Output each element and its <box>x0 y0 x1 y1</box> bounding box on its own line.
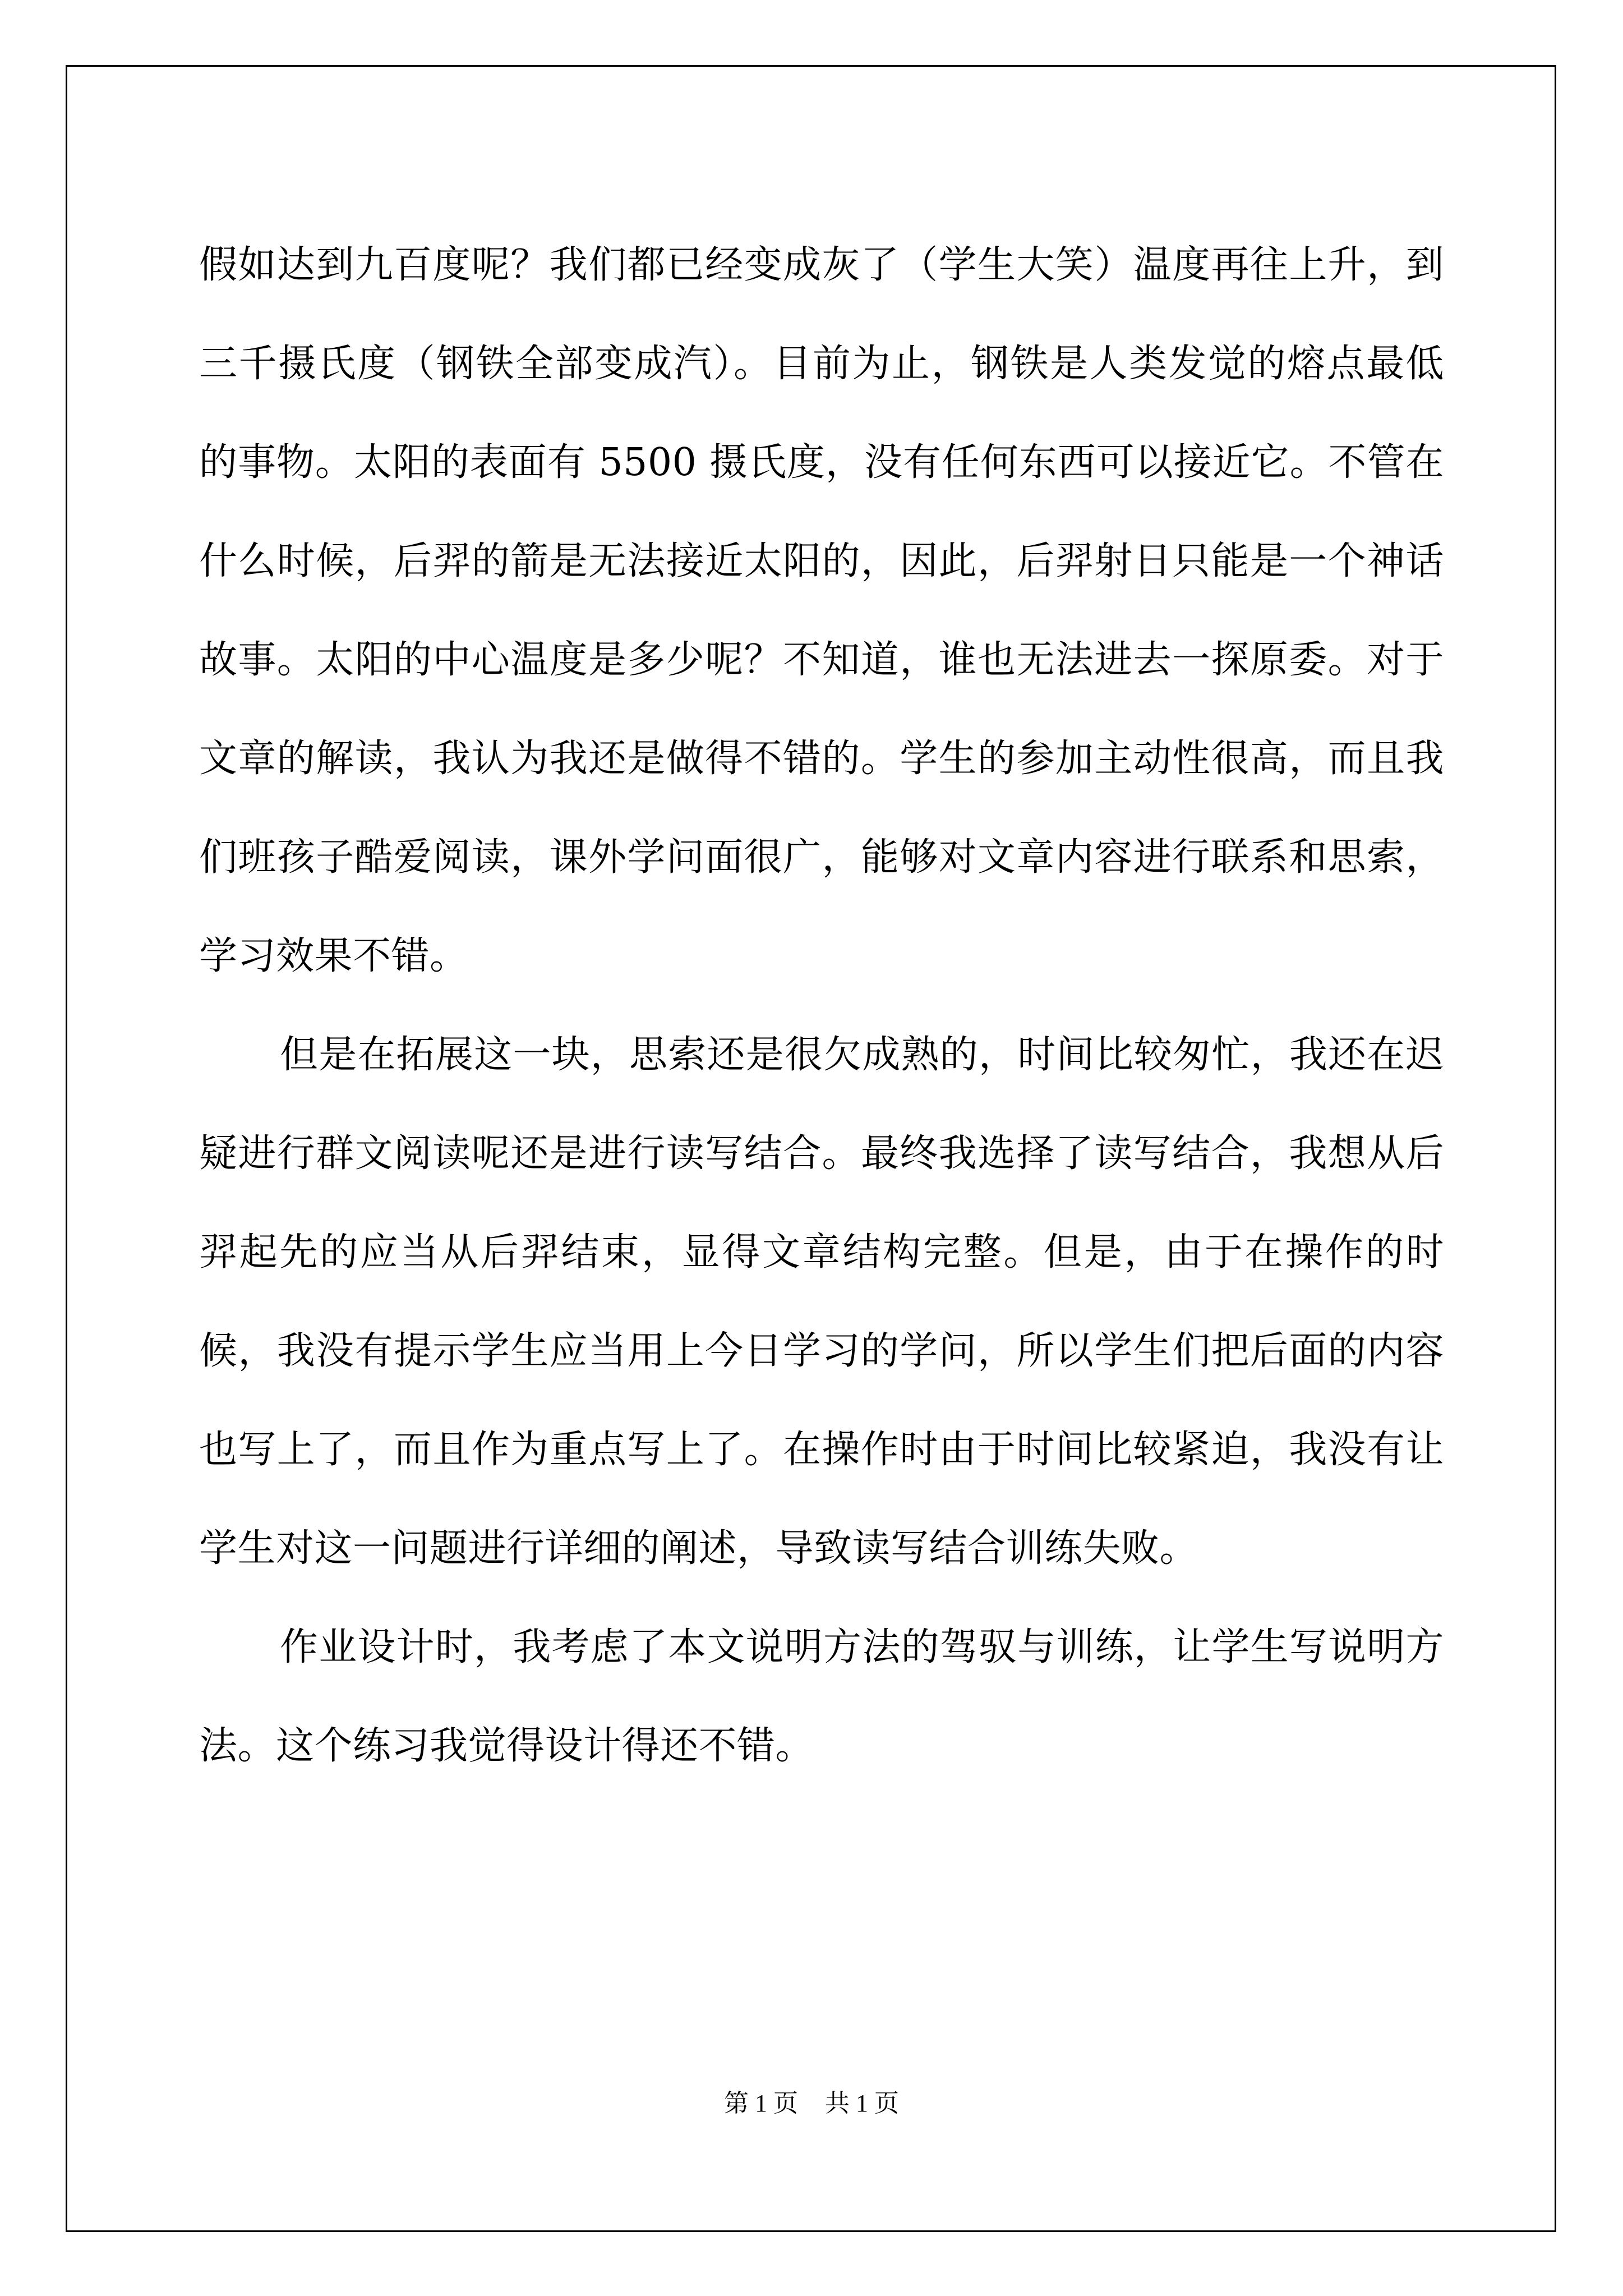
page-number-current: 第 1 页 <box>724 2090 798 2117</box>
paragraph-3: 作业设计时，我考虑了本文说明方法的驾驭与训练，让学生写说明方法。这个练习我觉得设计得还不错。 <box>199 1625 1444 1768</box>
document-body <box>199 216 1444 1796</box>
paragraph-2: 但是在拓展这一块，思索还是很欠成熟的，时间比较匆忙，我还在迟疑进行群文阅读呢还是进行读写结合。最终我选择了读写结合，我想从后羿起先的应当从后羿结束，显得文章结构完整。但是，由于在操作的时候，我没有提示学生应当用上今日学习的学问，所以学生们把后面的内容也写上了，而且作为重点写上了。在操作时由于时间比较紧迫，我没有让学生对这一问题进行详细的阐述，导致读写结合训练失败。 <box>199 1033 1444 1571</box>
page-number-total: 共 1 页 <box>825 2090 899 2117</box>
paragraph-1: 假如达到九百度呢？我们都已经变成灰了（学生大笑）温度再往上升，到三千摄氏度（钢铁全部变成汽）。目前为止，钢铁是人类发觉的熔点最低的事物。太阳的表面有 5500 摄氏度，没有任何东西可以接近它。不管在什么时候，后羿的箭是无法接近太阳的，因此，后羿射日只能是一个神话故事。太阳的中心温度是多少呢？不知道，谁也无法进去一探原委。对于文章的解读，我认为我还是做得不错的。学生的参加主动性很高，而且我们班孩子酷爱阅读，课外学问面很广，能够对文章内容进行联系和思索，学习效果不错。 <box>199 243 1444 978</box>
page-footer <box>0 2087 1623 2120</box>
